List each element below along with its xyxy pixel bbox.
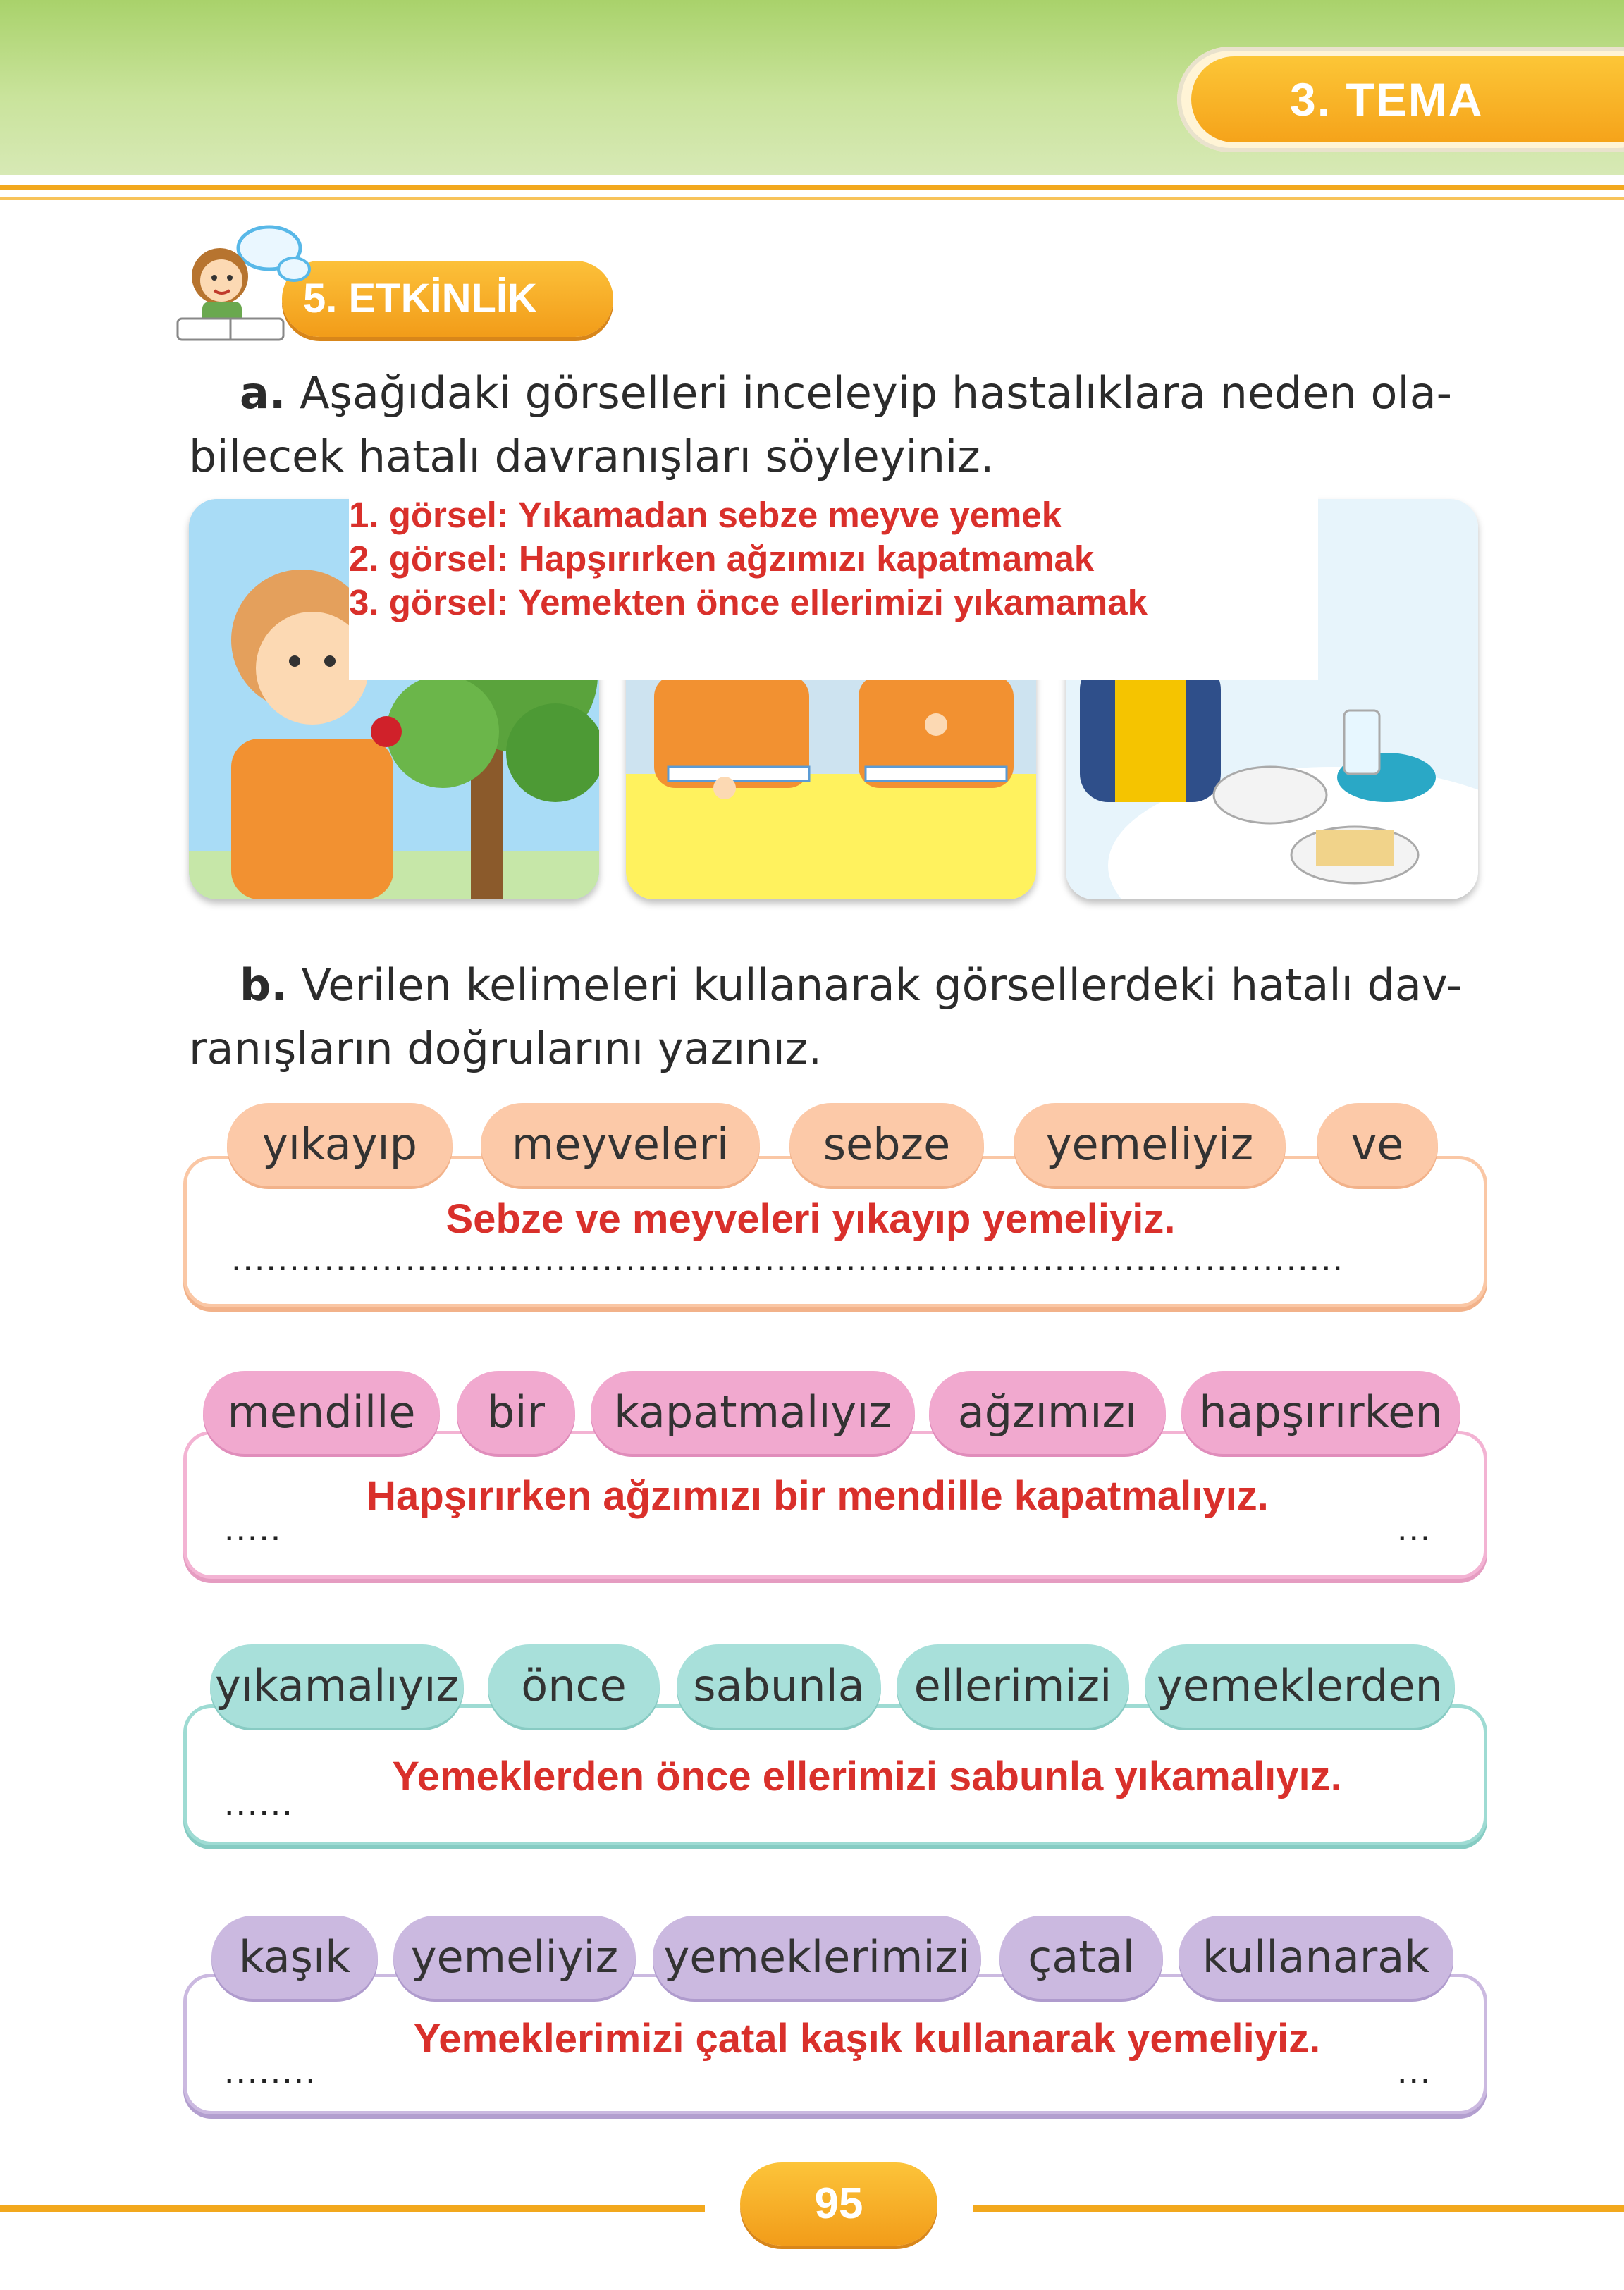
word-chip: yemeklerimizi [653, 1916, 981, 1999]
word-chip: ve [1317, 1103, 1438, 1186]
dotted-line-4-left: ........ [224, 2050, 317, 2091]
word-chip: önce [488, 1644, 660, 1728]
word-chip: meyveleri [481, 1103, 760, 1186]
part-a-instruction [240, 361, 1501, 426]
answer-text-3: Yemeklerden önce ellerimizi sabunla yıkamalıyız. [392, 1754, 1342, 1799]
word-chip: çatal [999, 1916, 1163, 1999]
dotted-line-1: ................................................................................................ [231, 1244, 1344, 1272]
dotted-line-2-right: ... [1397, 1508, 1432, 1549]
word-chip: yemeklerden [1145, 1644, 1455, 1728]
header-divider-line-thin [0, 197, 1624, 200]
answer-text-4: Yemeklerimizi çatal kaşık kullanarak yemeliyiz. [413, 2016, 1321, 2062]
word-chip: ağzımızı [929, 1371, 1166, 1454]
dotted-line-2-left: ..... [224, 1508, 283, 1549]
word-chip: yıkamalıyız [210, 1644, 464, 1728]
part-a-answer-3: 3. görsel: Yemekten önce ellerimizi yıkamamak [349, 582, 1148, 622]
header-divider-line [0, 185, 1624, 190]
word-chip: yemeliyiz [1014, 1103, 1286, 1186]
word-chip: yıkayıp [227, 1103, 453, 1186]
part-a-answer-box [349, 493, 1318, 680]
word-chip: bir [457, 1371, 575, 1454]
part-a-text: Aşağıdaki görselleri inceleyip hastalıklara neden ola- [300, 367, 1453, 419]
part-a-letter: a. [240, 367, 286, 419]
word-chip: yemeliyiz [393, 1916, 636, 1999]
answer-text-1: Sebze ve meyveleri yıkayıp yemeliyiz. [445, 1196, 1176, 1242]
word-chip: sabunla [677, 1644, 881, 1728]
word-chip: ellerimizi [897, 1644, 1129, 1728]
word-chip: kaşık [211, 1916, 378, 1999]
part-a-answer-2: 2. görsel: Hapşırırken ağzımızı kapatmamak [349, 538, 1095, 579]
part-a-answer-1: 1. görsel: Yıkamadan sebze meyve yemek [349, 495, 1062, 535]
footer-line-left [0, 2205, 705, 2212]
dotted-line-4-right: ... [1397, 2050, 1432, 2091]
footer-line-right [973, 2205, 1624, 2212]
word-chip: hapşırırken [1181, 1371, 1460, 1454]
part-b-text: Verilen kelimeleri kullanarak görsellerdeki hatalı dav- [301, 959, 1463, 1011]
answer-text-2: Hapşırırken ağzımızı bir mendille kapatmalıyız. [367, 1473, 1269, 1519]
word-chip: kullanarak [1179, 1916, 1453, 1999]
part-a-text-line2: bilecek hatalı davranışları söyleyiniz. [189, 431, 995, 482]
theme-title: 3. TEMA [1290, 73, 1484, 125]
part-b-text-line2: ranışların doğrularını yazınız. [189, 1023, 823, 1074]
dotted-line-3-left: ...... [224, 1783, 294, 1823]
page-number: 95 [814, 2179, 863, 2228]
part-b-instruction [240, 953, 1501, 1018]
activity-title: 5. ETKİNLİK [303, 276, 537, 321]
word-chip: mendille [203, 1371, 440, 1454]
part-b-letter: b. [240, 959, 288, 1011]
word-chip: sebze [789, 1103, 984, 1186]
girl-mascot-icon [164, 220, 312, 347]
word-chip: kapatmalıyız [591, 1371, 915, 1454]
